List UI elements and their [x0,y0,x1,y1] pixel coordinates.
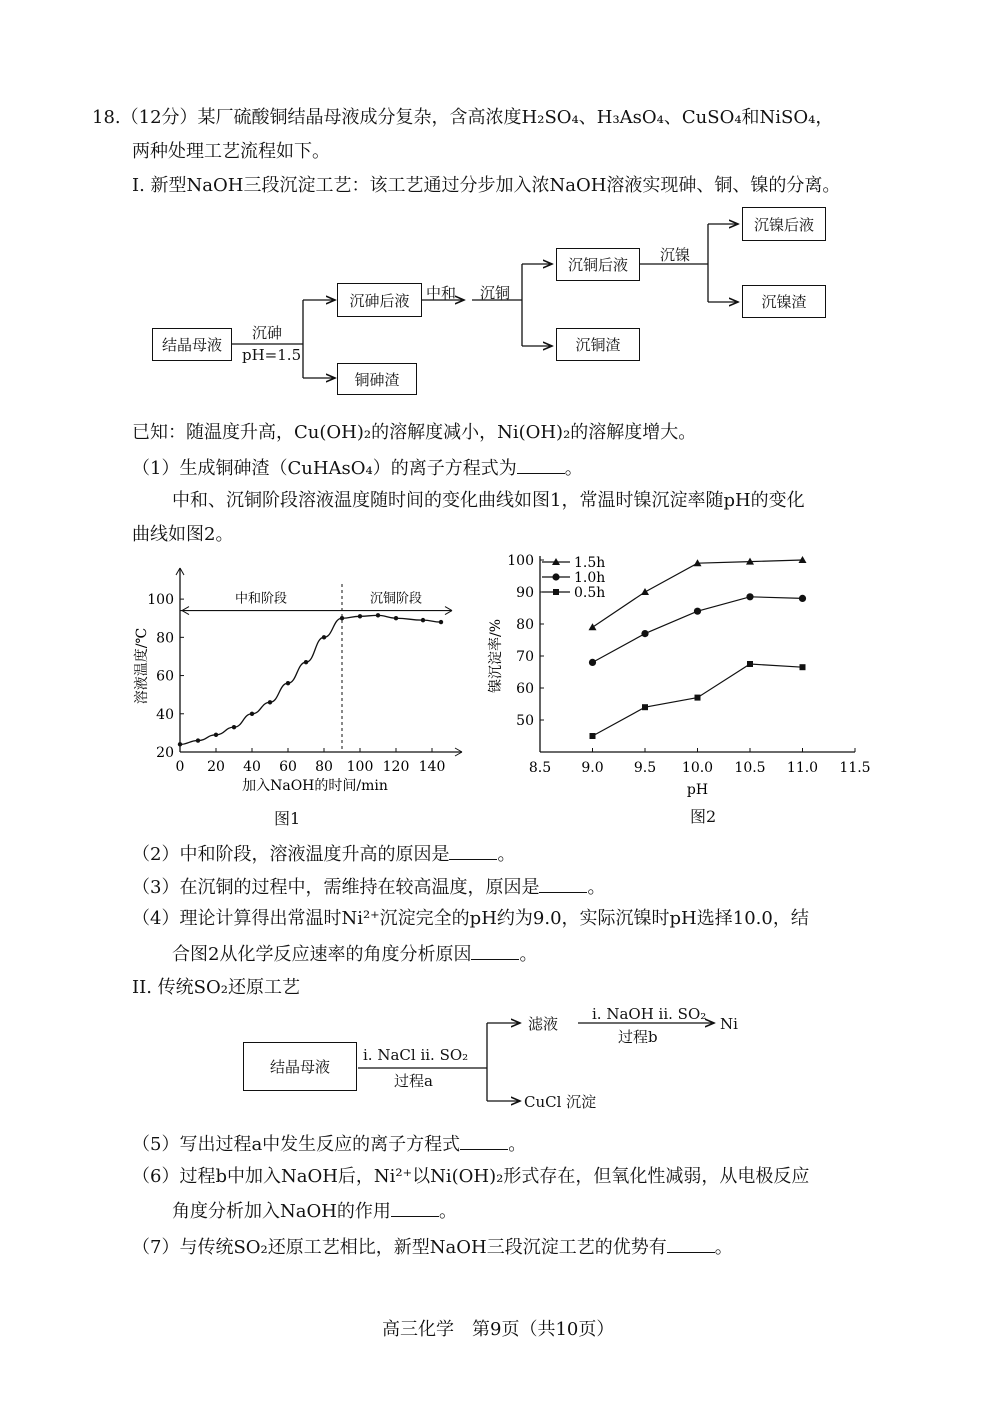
flow1-ni-step-label: 沉镍 [660,246,691,264]
figure2-caption: 图2 [690,807,717,826]
y-tick-label: 80 [516,617,534,633]
flow2-process-a: 过程a [394,1072,433,1090]
y-tick-label: 50 [516,713,534,729]
flow2-mother-liquor: 结晶母液 [243,1042,357,1091]
square-marker [553,589,559,595]
data-point [250,712,254,716]
x-tick-label: 140 [418,759,446,775]
data-point [394,616,398,620]
x-tick-label: 60 [279,759,297,775]
y-tick-label: 100 [147,592,174,609]
data-point [358,614,362,618]
x-tick-label: 11.5 [839,760,871,776]
q3 [132,874,605,900]
series-line-1.5h [593,560,803,627]
flow1-after-as-box: 沉砷后液 [337,283,422,317]
stage-label-cu: 沉铜阶段 [369,591,423,607]
legend-label: 1.0h [574,570,606,586]
q5-text: （5）写出过程a中发生反应的离子方程式 [132,1134,461,1155]
q6-end: 。 [438,1201,457,1222]
y-tick-label: 60 [516,681,534,697]
q5 [132,1131,526,1157]
square-marker [747,661,753,667]
y-tick-label: 100 [507,553,534,569]
q2-end: 。 [497,844,516,865]
q2-text: （2）中和阶段，溶液温度升高的原因是 [132,844,450,865]
x-tick-label: 9.5 [633,760,657,776]
answer-blank[interactable] [539,874,587,893]
square-marker [800,664,806,670]
x-tick-label: 10.5 [734,760,766,776]
q6: （6）过程b中加入NaOH后，Ni²⁺以Ni(OH)₂形式存在，但氧化性减弱，从电极反应 [132,1166,810,1187]
data-point [178,742,182,746]
section2-title: II. 传统SO₂还原工艺 [132,977,300,998]
flow1-cu-step-label: 沉铜 [480,284,511,302]
data-point [421,618,425,622]
q7-end: 。 [714,1237,733,1258]
square-marker [695,695,701,701]
circle-marker [799,595,806,602]
data-point [322,635,326,639]
y-tick-label: 90 [516,585,534,601]
flow1-step1-label: 沉砷 [252,324,283,342]
answer-blank[interactable] [391,1198,439,1217]
data-point [214,733,218,737]
circle-marker [746,593,753,600]
fig-intro-cont: 曲线如图2。 [132,524,234,545]
q4: （4）理论计算得出常温时Ni²⁺沉淀完全的pH约为9.0，实际沉镍时pH选择10.0，结 [132,908,809,929]
legend-label: 0.5h [574,585,606,601]
flow2-reagents-b: i. NaOH ii. SO₂ [592,1005,707,1023]
q1 [132,455,583,481]
x-tick-label: 120 [382,759,410,775]
triangle-marker [589,623,597,630]
x-tick-label: 8.5 [528,760,552,776]
answer-blank[interactable] [517,455,565,474]
q7 [132,1234,733,1260]
flow2-process-b: 过程b [618,1028,658,1046]
x-tick-label: 0 [175,759,185,775]
x-tick-label: 9.0 [581,760,604,776]
y-tick-label: 20 [156,745,174,761]
q1-text: （1）生成铜砷渣（CuHAsO₄）的离子方程式为 [132,458,517,479]
flow2-reagents-a: i. NaCl ii. SO₂ [363,1046,469,1064]
square-marker [642,704,648,710]
data-point [196,738,200,742]
q2 [132,841,515,867]
y-tick-label: 40 [156,706,174,723]
flow1-cu-residue-box: 沉铜渣 [556,328,640,361]
q3-text: （3）在沉铜的过程中，需维持在较高温度，原因是 [132,877,540,898]
flow2-connectors [0,990,992,1120]
data-point [232,725,236,729]
flow1-connectors [0,0,992,420]
x-tick-label: 100 [346,759,374,775]
q7-text: （7）与传统SO₂还原工艺相比，新型NaOH三段沉淀工艺的优势有 [132,1237,667,1258]
q1-end: 。 [564,458,583,479]
x-tick-label: 20 [207,759,225,775]
y-tick-label: 70 [516,649,534,665]
flow1-ni-residue-box: 沉镍渣 [742,285,826,318]
answer-blank[interactable] [449,841,497,860]
stage-label-neutralize: 中和阶段 [234,591,288,607]
section1-title: I. 新型NaOH三段沉淀工艺：该工艺通过分步加入浓NaOH溶液实现砷、铜、镍的分离。 [132,175,841,196]
answer-blank[interactable] [460,1131,508,1150]
y-tick-label: 60 [156,668,174,685]
figure2-ni-precipitation-chart [480,548,880,808]
flow1-step1-ph: pH=1.5 [242,346,302,364]
data-point [376,613,380,617]
flow1-after-ni-box: 沉镍后液 [742,207,826,241]
flow1-after-cu-box: 沉铜后液 [556,248,640,281]
x-tick-label: 40 [243,759,261,775]
answer-blank[interactable] [667,1234,715,1253]
data-point [304,660,308,664]
y-tick-label: 80 [156,630,174,647]
question-header-cont: 两种处理工艺流程如下。 [132,141,330,162]
flow1-neutralize-label: 中和 [426,284,457,302]
legend-label: 1.5h [574,555,606,571]
circle-marker [641,630,648,637]
page-footer: 高三化学 第9页（共10页） [382,1319,615,1340]
x-tick-label: 11.0 [786,760,819,776]
flow2-cucl-precipitate: CuCl 沉淀 [524,1093,597,1111]
fig-intro: 中和、沉铜阶段溶液温度随时间的变化曲线如图1，常温时镍沉淀率随pH的变化 [172,490,805,511]
data-point [286,681,290,685]
data-point [268,700,272,704]
flow2-filtrate: 滤液 [528,1015,559,1033]
square-marker [590,733,596,739]
q4-cont [172,941,537,967]
data-point [439,620,443,624]
q5-end: 。 [508,1134,527,1155]
q6-text: 角度分析加入NaOH的作用 [172,1201,391,1222]
x-tick-label: 80 [315,759,333,775]
triangle-marker [641,588,649,595]
x-tick-label: 10.0 [681,760,714,776]
q6-cont [172,1198,457,1224]
x-axis-label: pH [686,782,709,798]
q3-end: 。 [587,877,606,898]
circle-marker [589,659,596,666]
flow1-as-residue-box: 铜砷渣 [337,363,417,395]
y-axis-label: 溶液温度/℃ [134,627,150,705]
temperature-curve [180,615,441,744]
x-axis-label: 加入NaOH的时间/min [242,778,388,794]
known-info: 已知：随温度升高，Cu(OH)₂的溶解度减小，Ni(OH)₂的溶解度增大。 [132,422,697,443]
data-point [340,616,344,620]
figure1-temperature-chart [120,560,470,835]
q4-end: 。 [519,944,538,965]
flow2-product-ni: Ni [720,1015,738,1033]
circle-marker [694,608,701,615]
circle-marker [552,573,559,580]
y-axis-label: 镍沉淀率/% [488,618,504,694]
flow1-mother-liquor: 结晶母液 [152,328,232,361]
q4-text: 合图2从化学反应速率的角度分析原因 [172,944,472,965]
question-header: 18.（12分）某厂硫酸铜结晶母液成分复杂，含高浓度H₂SO₄、H₃AsO₄、CuSO₄和NiSO₄， [92,107,834,128]
answer-blank[interactable] [471,941,519,960]
figure1-caption: 图1 [274,809,301,828]
